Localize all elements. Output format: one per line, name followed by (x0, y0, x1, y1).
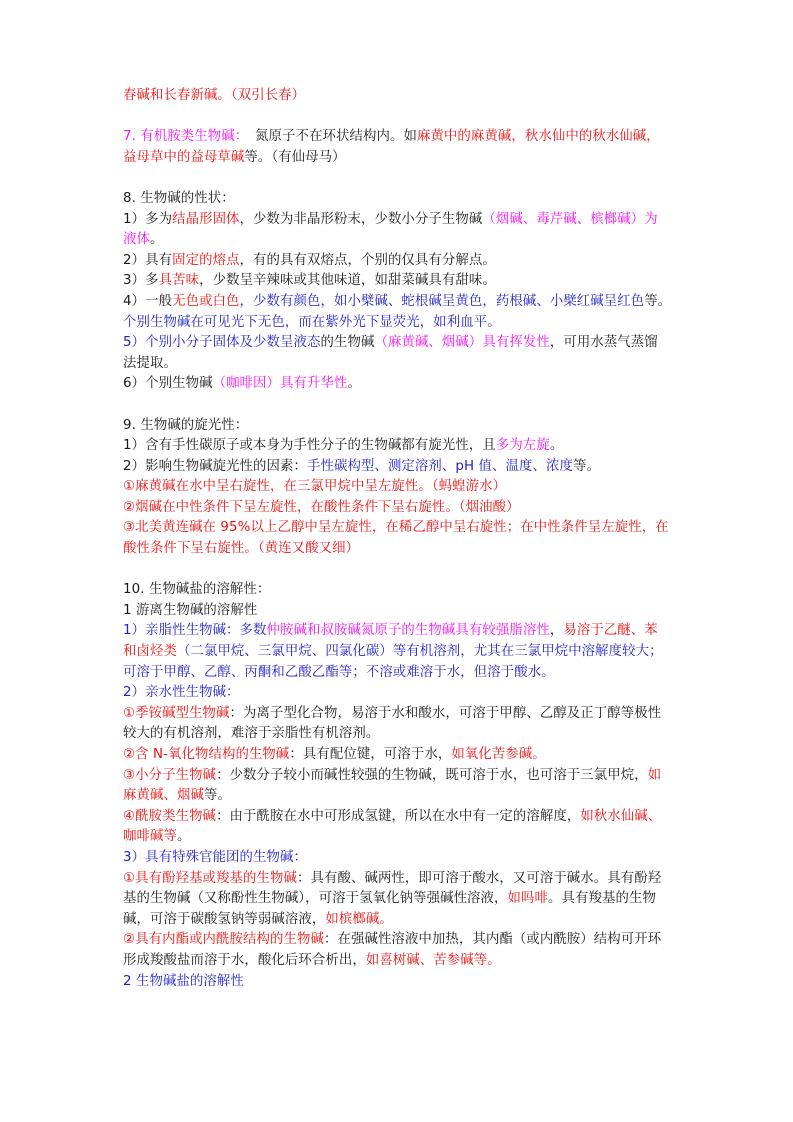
text-line (123, 230, 677, 251)
text-line (123, 498, 677, 519)
text-line (123, 786, 677, 807)
text-run: ①具有酚羟基或羧基的生物碱 (123, 870, 297, 886)
text-run: ①季铵碱型生物碱 (123, 705, 230, 721)
text-run: 。具有羧基的生物 (548, 891, 656, 907)
text-line (123, 271, 677, 292)
text-line (123, 766, 677, 787)
paragraph-spacer (123, 107, 677, 128)
text-run: 无色或白色 (172, 293, 240, 309)
text-run: 2）具有 (123, 252, 173, 268)
text-run: 7. 有机胺类生物碱： (123, 129, 242, 145)
text-run: ②烟碱在中性条件下呈左旋性，在酸性条件下呈右旋性。（烟油酸） (123, 499, 520, 515)
text-line (123, 539, 677, 560)
text-line (123, 910, 677, 931)
text-run: 1）亲脂性生物碱：多数 (123, 623, 267, 639)
text-run: 如 (647, 767, 662, 783)
text-run: 形成羧酸盐而溶于水，酸化后环合析出， (123, 952, 366, 968)
text-line (123, 704, 677, 725)
text-run: 咖啡碱等 (123, 829, 177, 845)
text-line (123, 869, 677, 890)
text-run: （烟碱、毒芹碱、槟榔碱）为 (482, 211, 658, 227)
text-line (123, 210, 677, 231)
text-run: 1）多为 (123, 211, 173, 227)
text-run: ②含 N-氧化物结构的生物碱 (123, 747, 290, 762)
text-line (123, 374, 677, 395)
text-line (123, 724, 677, 745)
text-run: 5）个别小分子固体及少数呈液态 (123, 335, 321, 351)
text-run: 如槟榔碱。 (325, 911, 393, 927)
text-line (123, 642, 677, 663)
text-run: 碱，可溶于碳酸氢钠等弱碱溶液， (123, 911, 326, 927)
text-line (123, 745, 677, 766)
text-run: ①麻黄碱在水中呈右旋性，在三氯甲烷中呈左旋性。（蚂蝗游水） (123, 479, 507, 495)
text-run: 3）多 (123, 273, 159, 289)
text-run: 如秋水仙碱、 (580, 808, 662, 824)
text-run: 2）亲水性生物碱： (123, 685, 240, 701)
text-run: ，可用水蒸气蒸馏 (549, 335, 658, 351)
paragraph-spacer (123, 395, 677, 416)
text-run: 。 (149, 232, 164, 248)
text-run: （麻黄碱、烟碱）具有挥发性 (374, 335, 550, 351)
text-line (123, 663, 677, 684)
text-run: ：由于酰胺在水中可形成氢键，所以在水中有一定的溶解度， (216, 808, 581, 824)
paragraph-spacer (123, 560, 677, 581)
text-run: ：在强碱性溶液中加热，其内酯（或内酰胺）结构可开环 (323, 932, 662, 948)
text-run: 6）个别生物碱 (123, 376, 213, 392)
text-line (123, 951, 677, 972)
text-run: 基的生物碱（又称酚性生物碱），可溶于氢氧化钠等强碱性溶液， (123, 891, 508, 907)
text-run: 结晶形固体 (172, 211, 240, 227)
text-line (123, 889, 677, 910)
text-line (123, 807, 677, 828)
text-line (123, 601, 677, 622)
text-run: 2 生物碱盐的溶解性 (123, 973, 244, 989)
text-run: ④酰胺类生物碱 (123, 808, 217, 824)
text-run: 如吗啡 (507, 891, 549, 907)
text-run: 。 (347, 376, 361, 392)
text-run: 易溶于乙醚、苯 (563, 623, 658, 639)
text-run: 1 游离生物碱的溶解性 (123, 602, 258, 618)
text-line (123, 313, 677, 334)
text-line (123, 292, 677, 313)
text-run: ，有的具有双熔点，个别的仅具有分解点。 (239, 252, 496, 268)
document-text-body (123, 86, 677, 992)
text-run: ③小分子生物碱 (123, 767, 217, 783)
text-run: ，少数为非晶形粉末，少数小分子生物碱 (239, 211, 483, 227)
text-run: 如喜树碱、苦参碱等。 (365, 952, 501, 968)
text-line (123, 189, 677, 210)
text-run: 2）影响生物碱旋光性的因素： (123, 458, 307, 474)
text-run: ：少数分子较小而碱性较强的生物碱，既可溶于水，也可溶于三氯甲烷， (216, 767, 648, 783)
text-run: 麻黄碱、烟碱 (123, 788, 204, 804)
text-line (123, 251, 677, 272)
text-run: 个别生物碱在可见光下无色，而在紫外光下显荧光，如利血平。 (123, 314, 501, 330)
text-line (123, 518, 677, 539)
text-run: 等。 (203, 788, 231, 804)
text-line (123, 148, 677, 169)
text-line (123, 86, 677, 107)
text-run: 酸性条件下呈右旋性。（黄连又酸又细） (123, 541, 360, 557)
text-run: 等。（有仙母马） (244, 149, 346, 165)
paragraph-spacer (123, 168, 677, 189)
text-line (123, 580, 677, 601)
text-run: ，少数呈辛辣味或其他味道，如甜菜碱具有甜味。 (199, 273, 496, 289)
text-run: 手性碳构型、测定溶剂、pH 值、温度、浓度 (307, 458, 573, 474)
text-run: 和卤烃类 (123, 644, 177, 660)
text-run: （二氯甲烷、三氯甲烷、四氯化碳）等有机溶剂，尤其在三氯甲烷中溶解度较大； (176, 644, 663, 660)
text-line (123, 127, 677, 148)
text-line (123, 333, 677, 354)
text-run: 具苦味 (158, 273, 200, 289)
text-line (123, 457, 677, 478)
text-line (123, 972, 677, 993)
text-line (123, 683, 677, 704)
text-run: 液体 (123, 232, 150, 248)
text-run: 9. 生物碱的旋光性： (123, 417, 249, 433)
text-run: ：具有配位键，可溶于水， (289, 747, 452, 762)
text-line (123, 848, 677, 869)
text-run: 益母草中的益母草碱 (123, 149, 245, 165)
text-run: 3）具有特殊官能团的生物碱： (123, 849, 307, 865)
text-run: ：具有酸、碱两性，即可溶于酸水，又可溶于碱水。具有酚羟 (297, 870, 662, 886)
text-run: 麻黄中的麻黄碱，秋水仙中的秋水仙碱， (416, 129, 660, 145)
text-run: ，少数有颜色，如小檗碱、蛇根碱呈黄色，药根碱、小檗红碱呈红色 (239, 293, 645, 309)
text-line (123, 827, 677, 848)
text-run: 等。 (644, 293, 672, 309)
text-run: 1）含有手性碳原子或本身为手性分子的生物碱都有旋光性，且 (123, 438, 496, 454)
text-run: 等。 (572, 458, 600, 474)
text-run: 法提取。 (123, 355, 177, 371)
text-run: 氮原子不在环状结构内。如 (241, 129, 417, 145)
text-run: 多为左旋 (495, 438, 550, 454)
text-run: 8. 生物碱的性状： (123, 190, 235, 206)
text-run: ②具有内酯或内酰胺结构的生物碱 (123, 932, 324, 948)
text-run: 10. 生物碱盐的溶解性： (123, 582, 271, 598)
text-run: 。 (176, 829, 191, 845)
text-line (123, 354, 677, 375)
text-run: （咖啡因）具有升华性 (212, 376, 348, 392)
text-line (123, 477, 677, 498)
text-run: ， (549, 623, 564, 639)
text-run: 。 (549, 438, 564, 454)
text-line (123, 416, 677, 437)
text-run: 如氧化苦参碱。 (451, 747, 546, 762)
text-run: ③北美黄连碱在 95%以上乙醇中呈左旋性，在稀乙醇中呈右旋性；在中性条件呈左旋性，在 (123, 520, 669, 536)
text-run: 可溶于甲醇、乙醇、丙酮和乙酸乙酯等；不溶或难溶于水，但溶于酸水。 (123, 664, 555, 680)
text-run: 仲胺碱和叔胺碱氮原子的生物碱具有较强脂溶性 (266, 623, 550, 639)
text-line (123, 621, 677, 642)
text-run: 固定的熔点 (172, 252, 240, 268)
text-run: 4）一般 (123, 293, 173, 309)
text-run: 春碱和长春新碱。（双引长春） (123, 88, 306, 103)
text-run: 的生物碱 (320, 335, 375, 351)
text-run: ：为离子型化合物，易溶于水和酸水，可溶于甲醇、乙醇及正丁醇等极性 (229, 705, 662, 721)
text-line (123, 436, 677, 457)
text-line (123, 930, 677, 951)
text-run: 较大的有机溶剂，难溶于亲脂性有机溶剂。 (123, 726, 380, 742)
